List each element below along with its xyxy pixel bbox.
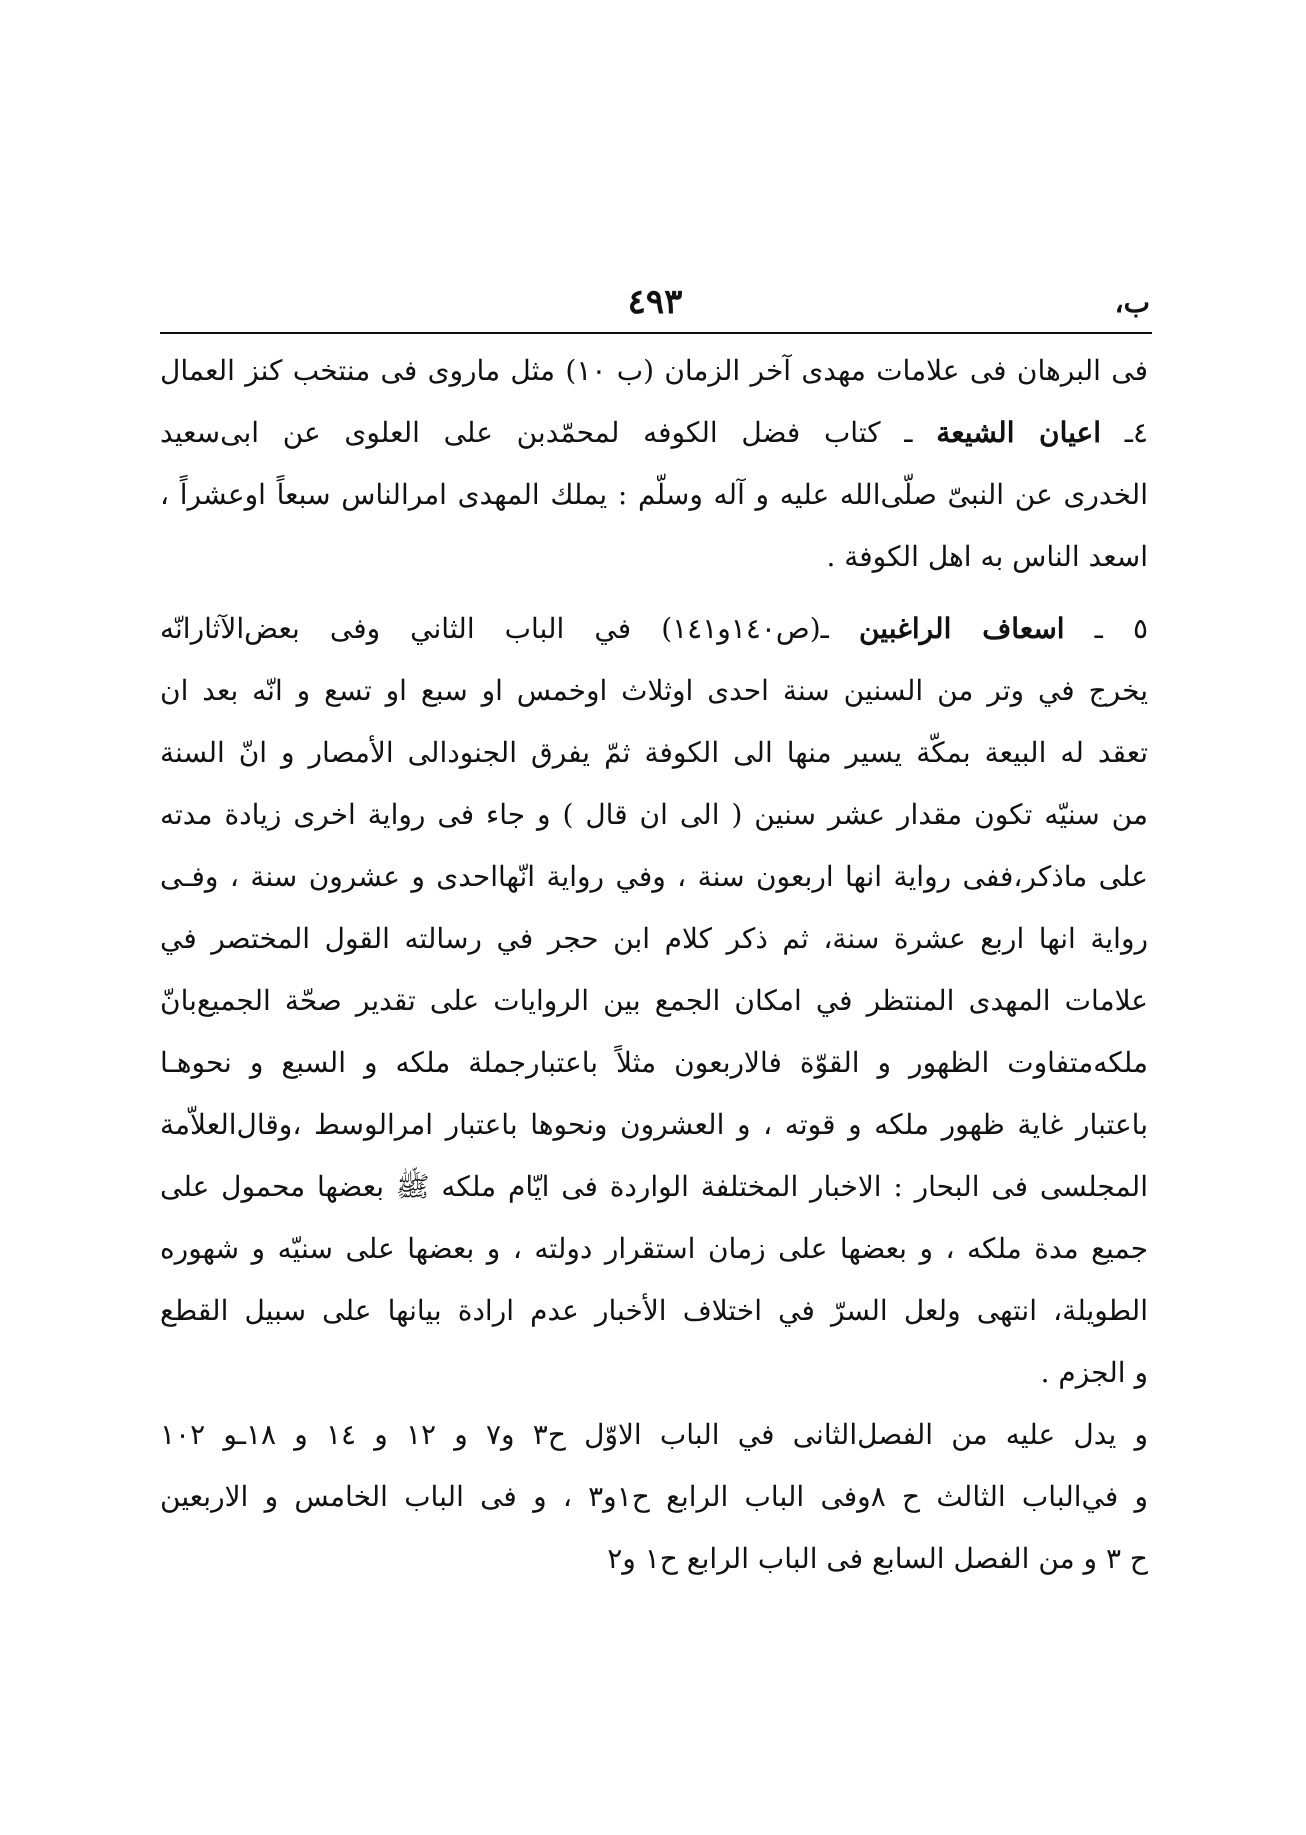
body-text <box>160 340 1148 1590</box>
item-4-title: اعیان الشیعة <box>936 416 1102 449</box>
text-line: فی البرهان فی علامات مهدی آخر الزمان (ب ١٠) مثل ماروی فی منتخب کنز العمال <box>160 354 1148 387</box>
text-line: و الجزم . <box>1040 1356 1148 1389</box>
item-4-text: ـ کتاب فضل الکوفه لمحمّدبن علی العلوی عن ابی‌سعید <box>160 416 913 449</box>
item-4-heading-line <box>160 402 1148 464</box>
text-line: و یدل علیه من الفصل‌الثانی في الباب الاوّل ح٣ و٧ و ١٢ و ١٤ و ١٨ـو ١٠٢ <box>160 1418 1148 1451</box>
item-5-heading-line <box>160 598 1148 660</box>
text-line: ح ٣ و من الفصل السابع فی الباب الرابع ح١ و٢ <box>607 1542 1148 1575</box>
text-line: جمیع مدة ملکه ، و بعضها علی زمان استقرار دولته ، و بعضها علی سنیّه و شهوره <box>160 1232 1148 1265</box>
text-line: اسعد الناس به اهل الکوفة . <box>826 540 1148 573</box>
page-number: ٤٩٣ <box>627 282 683 322</box>
text-line: روایة انها اربع عشرة سنة، ثم ذکر کلام ابن حجر في رسالته القول المختصر في <box>160 922 1148 955</box>
page-marker: ب، <box>1114 286 1150 319</box>
text-line: الطویلة، انتهی ولعل السرّ في اختلاف الأخبار عدم ارادة بیانها علی سبیل القطع <box>160 1294 1148 1327</box>
item-5-text: ـ(ص١٤٠و١٤١) في الباب الثاني وفی بعض‌الآثارانّه <box>160 612 829 645</box>
page-header <box>160 282 1150 332</box>
text-line: المجلسی فی البحار : الاخبار المختلفة الواردة فی ایّام ملکه ﷺ بعضها محمول علی <box>160 1170 1148 1203</box>
header-rule <box>160 332 1152 334</box>
text-line: علی ماذکر،ففی روایة انها اربعون سنة ، وفي روایة انّهااحدی و عشرون سنة ، وفـی <box>160 860 1148 893</box>
item-4-number: ٤ـ <box>1124 416 1148 449</box>
text-line: علامات المهدی المنتظر في امکان الجمع بین الروایات علی تقدیر صحّة الجمیع‌بانّ <box>160 984 1148 1017</box>
item-5-title: اسعاف الراغبین <box>858 612 1065 645</box>
paragraph-gap <box>160 588 1148 598</box>
text-line: باعتبار غایة ظهور ملکه و قوته ، و العشرون ونحوها باعتبار امرالوسط ،وقال‌العلاّمة <box>160 1108 1148 1141</box>
text-line: یخرج في وتر من السنین سنة احدی اوثلاث اوخمس او سبع او تسع و انّه بعد ان <box>160 674 1148 707</box>
text-line: من سنیّه تکون مقدار عشر سنین ( الی ان قال ) و جاء فی روایة اخری زیادة مدته <box>160 798 1148 831</box>
text-line: تعقد له البیعة بمکّة یسیر منها الی الکوفة ثمّ یفرق الجنودالی الأمصار و انّ السنة <box>160 736 1148 769</box>
text-line: ملکه‌متفاوت الظهور و القوّة فالاربعون مثلاً باعتبارجملة ملکه و السبع و نحوهـا <box>160 1046 1148 1079</box>
text-line: و في‌الباب الثالث ح ٨وفی الباب الرابع ح١و٣ ، و فی الباب الخامس و الاربعین <box>160 1480 1148 1513</box>
text-line: الخدری عن النبیّ صلّی‌الله علیه و آله وسلّم : یملك المهدی امرالناس سبعاً اوعشراً ، <box>160 478 1148 511</box>
item-5-number: ٥ ـ <box>1094 612 1148 645</box>
